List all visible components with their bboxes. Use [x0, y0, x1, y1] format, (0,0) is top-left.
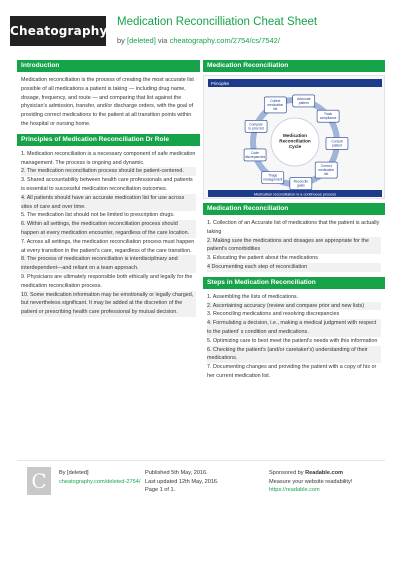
cycle-node-label: medication — [318, 168, 335, 173]
cycle-banner-text: Principles — [211, 81, 230, 86]
cycle-node-label: list — [324, 172, 329, 177]
cycle-center-line: Medication — [283, 133, 307, 138]
list-item: 2. Ascertaining accuracy (review and compare prior and new lists) — [207, 302, 381, 311]
list-item: 7. Across all settings, the medication reconciliation process must happen at every transition in the patient's care, regardless of the care transition. — [21, 238, 195, 254]
byline — [117, 36, 280, 45]
cycle-center-line: Reconciliation — [279, 138, 311, 144]
via-text: via — [155, 36, 170, 45]
list-item: 9. Physicians are ultimately responsible both ethically and legally for the medication reconciliation process. — [21, 273, 193, 289]
cycle-node-label: to prior list — [248, 126, 264, 131]
list-item: 7. Documenting changes and providing the patient with a copy of his or her current medication list. — [207, 364, 377, 379]
cycle-node-label: Track — [324, 112, 333, 117]
list-item: 1. Assembling the lists of medications. — [207, 293, 299, 300]
page-footer — [17, 460, 385, 500]
recon-list — [203, 218, 385, 272]
intro-body — [17, 75, 200, 129]
author-link[interactable]: [deleted] — [127, 36, 156, 45]
footer-author-name: [deleted] — [67, 470, 89, 476]
footer-author-link[interactable]: cheatography.com/deleted-2754/ — [59, 478, 141, 485]
cycle-banner-bar — [208, 79, 382, 87]
list-item: 4 Documenting each step of reconciliation — [207, 263, 381, 272]
cycle-node-label: list — [273, 106, 278, 111]
cycle-node-label: patient — [298, 100, 309, 105]
cycle-node-label: Code — [251, 150, 260, 155]
cycle-svg — [204, 76, 386, 200]
intro-heading: Introduction — [17, 60, 200, 72]
footer-dates — [145, 469, 255, 495]
list-item: 1. Collection of an Accurate list of medications that the patient is actually taking — [207, 220, 380, 235]
intro-text: Medication reconciliation is the process of creating the most accurate list possible of all medications a patient is taking — including drug name, dosage, frequency, and route — and comparing that list against the physician's admission, transfer, and/or discharge orders, with the goal of providing correct medications to the patient at all transition points within the hospital or nursing home. — [21, 77, 194, 127]
steps-heading: Steps in Medication Reconciliation — [203, 277, 385, 289]
cycle-node-label: discrepancies — [244, 154, 266, 159]
sponsor-prefix: Sponsored by — [269, 470, 306, 476]
cycle-node-label: compliance — [319, 116, 337, 121]
cycle-node-label: management — [263, 177, 283, 182]
cycle-node-label: Correct — [320, 164, 332, 169]
cycle-heading: Medication Reconciliation — [203, 60, 385, 72]
cycle-node-label: goals — [296, 183, 305, 188]
page-count: Page 1 of 1. — [145, 487, 176, 494]
cycle-node-label: Triage — [268, 173, 278, 178]
list-item: 6. Within all settings, the medication reconciliation process should happen at every medication encounter, regardless of the care location. — [21, 220, 196, 238]
list-item: 3. Shared accountability between health care professionals and patients is essential to successful medication reconciliation outcomes. — [21, 177, 193, 192]
list-item: 5. The medication list should not be limited to prescription drugs. — [21, 212, 175, 219]
footer-author — [59, 469, 143, 486]
sponsor-link[interactable]: https://readable.com — [269, 487, 320, 494]
sponsor-name[interactable]: Readable.com — [305, 470, 344, 476]
reconciliation-cycle-diagram — [203, 75, 385, 199]
cycle-node-label: Reconcile — [293, 179, 309, 184]
list-item: 2. The medication reconciliation process should be patient-centered. — [21, 167, 196, 176]
footer-sponsor — [269, 469, 384, 495]
cycle-center-line: Cycle — [288, 144, 302, 149]
principles-list — [17, 149, 200, 317]
principles-heading: Principles of Medication Reconciliation Dr Role — [17, 134, 200, 146]
list-item: 10. Some medication information may be emotionally or legally charged, but nevertheless significant. It may be added at the discretion of the patient or prescribing health care professional by mutual decision. — [21, 291, 196, 317]
footer-by-label: By — [59, 470, 68, 476]
cycle-node-label: Consult — [331, 139, 343, 144]
cheatography-logo[interactable]: Cheatography — [10, 16, 106, 46]
cycle-node-label: medication — [267, 102, 284, 107]
published-date: Published 5th May, 2016. — [145, 470, 208, 476]
page-title: Medication Reconcilliation Cheat Sheet — [117, 16, 318, 28]
steps-list — [203, 292, 385, 381]
list-item: 3. Educating the patient about the medications — [207, 255, 318, 262]
cycle-node-label: Compare — [249, 122, 263, 127]
cheatography-c-logo: C — [27, 467, 51, 495]
cycle-node-label: patient — [332, 143, 342, 148]
cycle-node-label: Advocate — [296, 96, 311, 101]
list-item: 6. Checking the patient's (and/or caretaker's) understanding of their medications. — [207, 346, 381, 364]
sheet-url-link[interactable]: cheatography.com/2754/cs/7542/ — [169, 36, 280, 45]
recon-heading: Medication Reconciliation — [203, 203, 385, 215]
list-item: 3. Reconciling medications and resolving discrepancies — [207, 311, 340, 318]
list-item: 4. Formulating a decision, i.e., making a medical judgment with respect to the patient' s condition and medications. — [207, 319, 381, 337]
list-item: 8. The process of medication reconciliation is interdisciplinary and interdependent—and reliant on a team approach. — [21, 255, 196, 273]
cycle-node-label: Collect — [270, 98, 281, 103]
list-item: 4. All patients should have an accurate medication list for use across sites of care and over time. — [21, 194, 196, 212]
updated-date: Last updated 12th May, 2016. — [145, 478, 219, 485]
page-header — [0, 0, 400, 58]
right-column — [203, 60, 385, 381]
list-item: 2. Making sure the medications and dosages are appropriate for the patient's comorbidities — [207, 237, 381, 255]
list-item: 5. Optimizing care to best meet the patient's needs with this information — [207, 337, 378, 344]
by-prefix: by — [117, 36, 128, 45]
list-item: 1. Medication reconciliation is a necessary component of safe medication management. The process is ongoing and dynamic. — [21, 150, 196, 166]
left-column — [17, 60, 200, 317]
cycle-caption-text: Medication reconciliation is a continuous process — [253, 192, 337, 197]
sponsor-text: Measure your website readability! — [269, 478, 353, 485]
